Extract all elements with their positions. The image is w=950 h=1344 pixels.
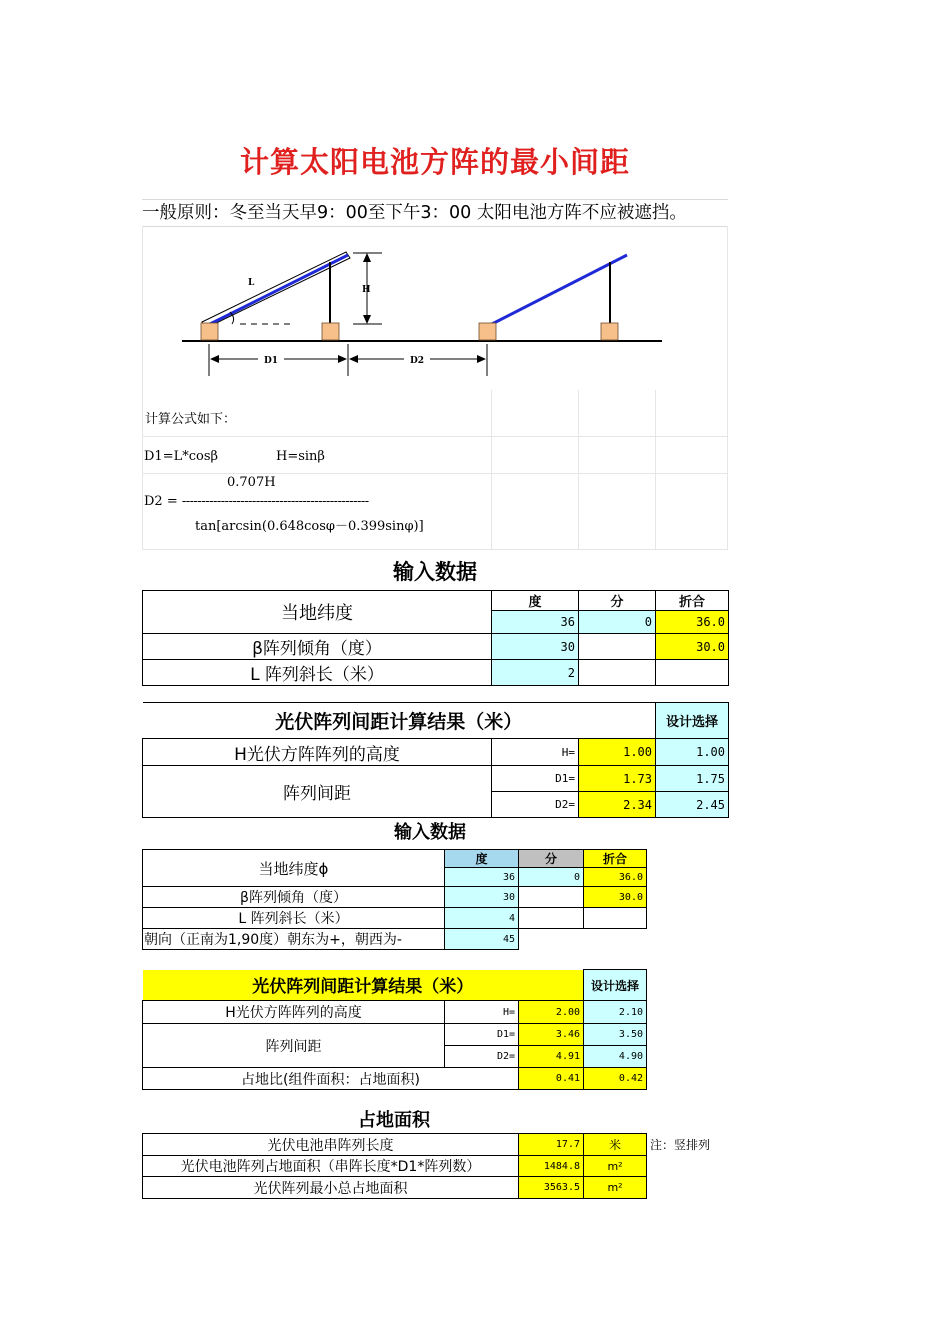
d2-value: 2.34 <box>579 792 656 818</box>
area-table <box>142 1133 719 1199</box>
panel-2 <box>488 255 627 326</box>
col-converted-2: 折合 <box>584 850 647 868</box>
label-h: H <box>362 285 371 295</box>
empty-cell <box>579 660 656 686</box>
formula-h: H=sinβ <box>276 449 325 464</box>
orientation-input[interactable]: 45 <box>445 929 519 950</box>
array-area-value: 1484.8 <box>519 1156 584 1177</box>
tilt-degree-input-2[interactable]: 30 <box>445 887 519 908</box>
length-label: L 阵列斜长（米） <box>143 660 492 686</box>
formula-d1: D1=L*cosβ <box>144 449 219 464</box>
formula-d2: D2 = ------------------------------------------------ <box>144 494 369 509</box>
col-minute-2: 分 <box>519 850 584 868</box>
d2-key: D2= <box>492 792 579 818</box>
grid-line <box>142 226 143 550</box>
empty-cell <box>647 1177 719 1199</box>
d1-key: D1= <box>492 766 579 792</box>
grid-line <box>142 473 728 474</box>
d1-value-2: 3.46 <box>519 1024 584 1046</box>
ratio-design: 0.42 <box>584 1068 647 1090</box>
d2-design[interactable]: 2.45 <box>656 792 729 818</box>
tilt-converted-2: 30.0 <box>584 887 647 908</box>
latitude-converted-2: 36.0 <box>584 868 647 887</box>
d2-key-2: D2= <box>445 1046 519 1068</box>
ratio-value: 0.41 <box>519 1068 584 1090</box>
formula-heading: 计算公式如下： <box>145 412 237 427</box>
height-label-2: H光伏方阵阵列的高度 <box>143 1001 445 1024</box>
empty-cell <box>519 887 584 908</box>
empty-cell <box>584 908 647 929</box>
input-heading-1: 输入数据 <box>142 558 728 591</box>
total-area-label: 光伏阵列最小总占地面积 <box>143 1177 519 1199</box>
tilt-converted: 30.0 <box>656 634 729 660</box>
result-heading-2: 光伏阵列间距计算结果（米） <box>143 970 584 1001</box>
height-label: H光伏方阵阵列的高度 <box>143 739 492 766</box>
latitude-label: 当地纬度 <box>143 591 492 634</box>
result-table-2 <box>142 969 647 1090</box>
panel-1 <box>206 255 348 326</box>
spacing-label-2: 阵列间距 <box>143 1024 445 1068</box>
empty-cell <box>647 1156 719 1177</box>
grid-line <box>727 226 728 550</box>
col-degree-2: 度 <box>445 850 519 868</box>
string-length-unit: 米 <box>584 1134 647 1156</box>
string-length-label: 光伏电池串阵列长度 <box>143 1134 519 1156</box>
d1-value: 1.73 <box>579 766 656 792</box>
formula-numerator: 0.707H <box>227 475 276 490</box>
d1-key-2: D1= <box>445 1024 519 1046</box>
height-design-2[interactable]: 2.10 <box>584 1001 647 1024</box>
height-key-2: H= <box>445 1001 519 1024</box>
page-title: 计算太阳电池方阵的最小间距 <box>239 145 630 179</box>
d2-value-2: 4.91 <box>519 1046 584 1068</box>
footing <box>479 323 496 340</box>
col-converted: 折合 <box>656 591 729 611</box>
input-table-1 <box>142 590 729 686</box>
col-degree: 度 <box>492 591 579 611</box>
footing <box>322 323 339 340</box>
latitude-converted: 36.0 <box>656 611 729 634</box>
footing <box>201 323 218 340</box>
orientation-label: 朝向（正南为1,90度）朝东为+，朝西为- <box>143 929 445 950</box>
ratio-label: 占地比(组件面积：占地面积) <box>143 1068 519 1090</box>
tilt-degree-input[interactable]: 30 <box>492 634 579 660</box>
d1-design[interactable]: 1.75 <box>656 766 729 792</box>
vertical-arrangement-note: 注：竖排列 <box>650 1138 711 1152</box>
empty-cell <box>519 908 584 929</box>
design-choice-header: 设计选择 <box>656 703 729 739</box>
tilt-label-2: β阵列倾角（度） <box>143 887 445 908</box>
height-value-2: 2.00 <box>519 1001 584 1024</box>
latitude-minute-input-2[interactable]: 0 <box>519 868 584 887</box>
height-design[interactable]: 1.00 <box>656 739 729 766</box>
principle-text: 一般原则：冬至当天早9：00至下午3：00 太阳电池方阵不应被遮挡。 <box>142 199 728 227</box>
grid-line <box>655 390 656 550</box>
total-area-value: 3563.5 <box>519 1177 584 1199</box>
col-minute: 分 <box>579 591 656 611</box>
input-heading-2: 输入数据 <box>394 822 466 843</box>
input-table-2 <box>142 849 647 950</box>
tilt-label: β阵列倾角（度） <box>143 634 492 660</box>
string-length-value: 17.7 <box>519 1134 584 1156</box>
grid-line <box>142 549 728 550</box>
array-area-unit: m² <box>584 1156 647 1177</box>
d2-design-2[interactable]: 4.90 <box>584 1046 647 1068</box>
array-spacing-diagram <box>170 240 670 380</box>
formula-denominator: tan[arcsin(0.648cosφ－0.399sinφ)] <box>195 519 424 534</box>
design-choice-header-2: 设计选择 <box>584 970 647 1001</box>
empty-cell <box>656 660 729 686</box>
empty-cell <box>584 929 647 950</box>
label-d1: D1 <box>264 356 279 366</box>
footing <box>601 323 618 340</box>
result-heading-1: 光伏阵列间距计算结果（米） <box>143 703 656 739</box>
empty-cell <box>579 634 656 660</box>
label-l: L <box>248 278 255 288</box>
latitude-degree-input[interactable]: 36 <box>492 611 579 634</box>
label-d2: D2 <box>410 356 425 366</box>
d1-design-2[interactable]: 3.50 <box>584 1024 647 1046</box>
grid-line <box>142 436 728 437</box>
length-input-2[interactable]: 4 <box>445 908 519 929</box>
grid-line <box>491 390 492 550</box>
result-table-1 <box>142 702 729 818</box>
height-key: H= <box>492 739 579 766</box>
height-value: 1.00 <box>579 739 656 766</box>
length-label-2: L 阵列斜长（米） <box>143 908 445 929</box>
latitude-degree-input-2[interactable]: 36 <box>445 868 519 887</box>
latitude-label-2: 当地纬度ϕ <box>143 850 445 887</box>
latitude-minute-input[interactable]: 0 <box>579 611 656 634</box>
array-area-label: 光伏电池阵列占地面积（串阵长度*D1*阵列数） <box>143 1156 519 1177</box>
total-area-unit: m² <box>584 1177 647 1199</box>
spacing-label: 阵列间距 <box>143 766 492 818</box>
length-input[interactable]: 2 <box>492 660 579 686</box>
grid-line <box>578 390 579 550</box>
empty-cell <box>519 929 584 950</box>
area-heading: 占地面积 <box>358 1110 430 1131</box>
